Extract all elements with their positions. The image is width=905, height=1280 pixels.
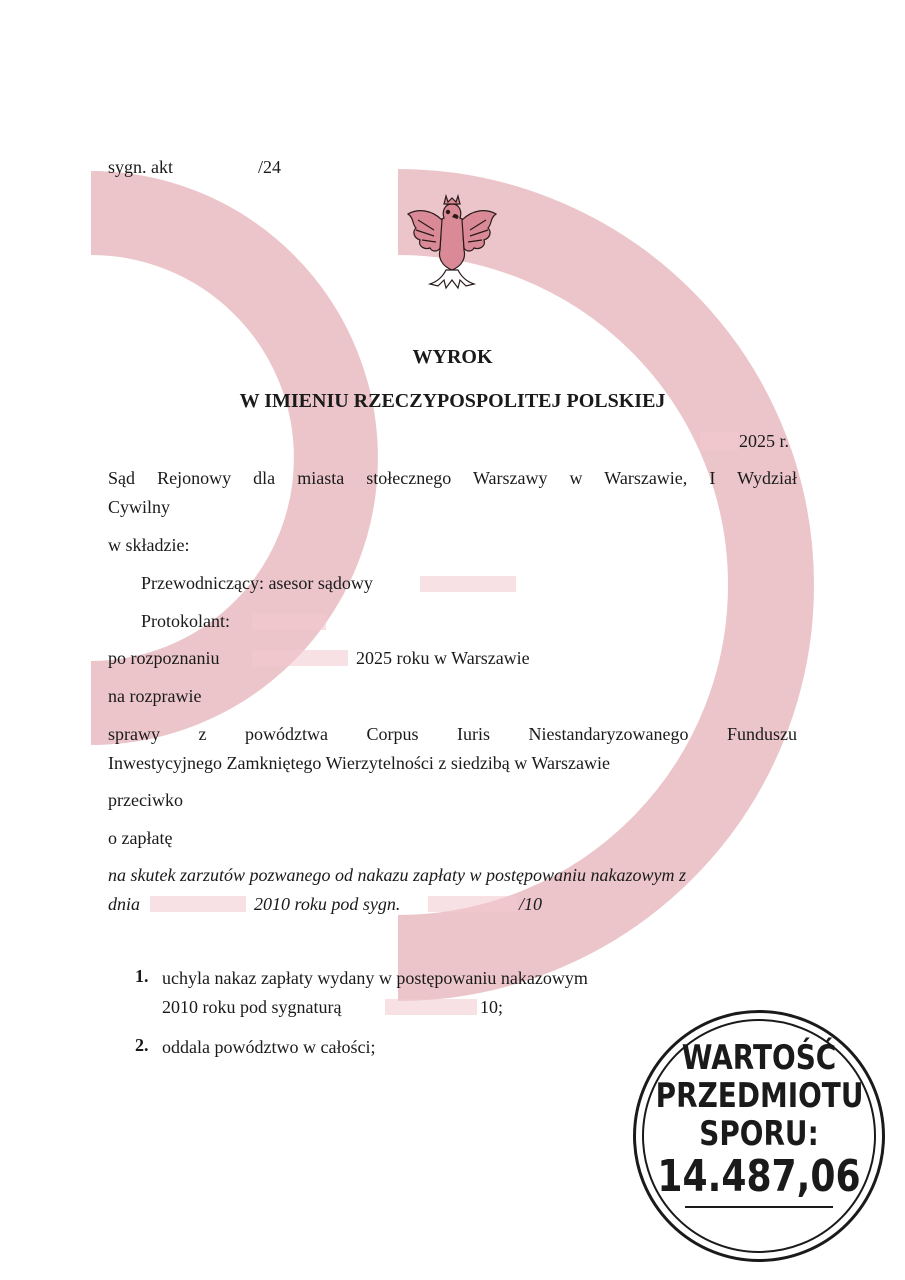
- clerk-label: Protokolant:: [141, 611, 230, 631]
- redaction-date: [700, 432, 738, 450]
- court-name-line2: Cywilny: [108, 497, 171, 517]
- ruling-1-line2-suffix: 10;: [480, 997, 504, 1017]
- basis-line1: na skutek zarzutów pozwanego od nakazu zapłaty w postępowaniu nakazowym z: [108, 865, 686, 885]
- basis-line2-mid: 2010 roku pod sygn.: [254, 894, 401, 914]
- hearing-suffix: 2025 roku w Warszawie: [356, 648, 530, 668]
- redaction-clerk-name: [252, 614, 326, 630]
- ruling-1-number: 1.: [135, 966, 149, 986]
- stamp-value: 14.487,06: [657, 1151, 861, 1202]
- page-title: WYROK: [412, 346, 493, 368]
- case-number-label: sygn. akt: [108, 157, 173, 177]
- dispute-value-stamp: [633, 1010, 885, 1262]
- ruling-1-line1: uchyla nakaz zapłaty wydany w postępowaniu nakazowym: [162, 968, 588, 988]
- stamp-line3: SPORU:: [699, 1114, 819, 1154]
- case-line1: sprawy z powództwa Corpus Iuris Niestandaryzowanego Funduszu: [108, 724, 797, 744]
- redaction-order-date: [150, 896, 246, 912]
- ruling-1-line2-prefix: 2010 roku pod sygnaturą: [162, 997, 342, 1017]
- hearing-prefix: po rozpoznaniu: [108, 648, 220, 668]
- ruling-2-line1: oddala powództwo w całości;: [162, 1037, 376, 1057]
- stamp-line2: PRZEDMIOTU: [655, 1076, 864, 1116]
- case-number-suffix: /24: [258, 157, 282, 177]
- basis-line2-suffix: /10: [519, 894, 543, 914]
- subject-label: o zapłatę: [108, 828, 173, 848]
- polish-eagle-icon: [404, 190, 500, 292]
- ruling-2-number: 2.: [135, 1035, 149, 1055]
- redaction-chair-name: [420, 576, 516, 592]
- redaction-ruling-signature: [385, 999, 477, 1015]
- against-label: przeciwko: [108, 790, 183, 810]
- case-line2: Inwestycyjnego Zamkniętego Wierzytelności z siedzibą w Warszawie: [108, 753, 610, 773]
- composition-label: w składzie:: [108, 535, 190, 555]
- court-name-line1: Sąd Rejonowy dla miasta stołecznego Warszawy w Warszawie, I Wydział: [108, 468, 797, 488]
- chair-label: Przewodniczący: asesor sądowy: [141, 573, 373, 593]
- basis-line2-prefix: dnia: [108, 894, 141, 914]
- judgment-date: 2025 r.: [739, 431, 790, 451]
- redaction-hearing-date: [252, 650, 348, 666]
- hearing-mode: na rozprawie: [108, 686, 202, 706]
- page-subtitle: W IMIENIU RZECZYPOSPOLITEJ POLSKIEJ: [239, 390, 666, 412]
- redaction-order-signature: [428, 896, 518, 912]
- stamp-line1: WARTOŚĆ: [681, 1038, 837, 1078]
- stamp-underline: [685, 1206, 833, 1208]
